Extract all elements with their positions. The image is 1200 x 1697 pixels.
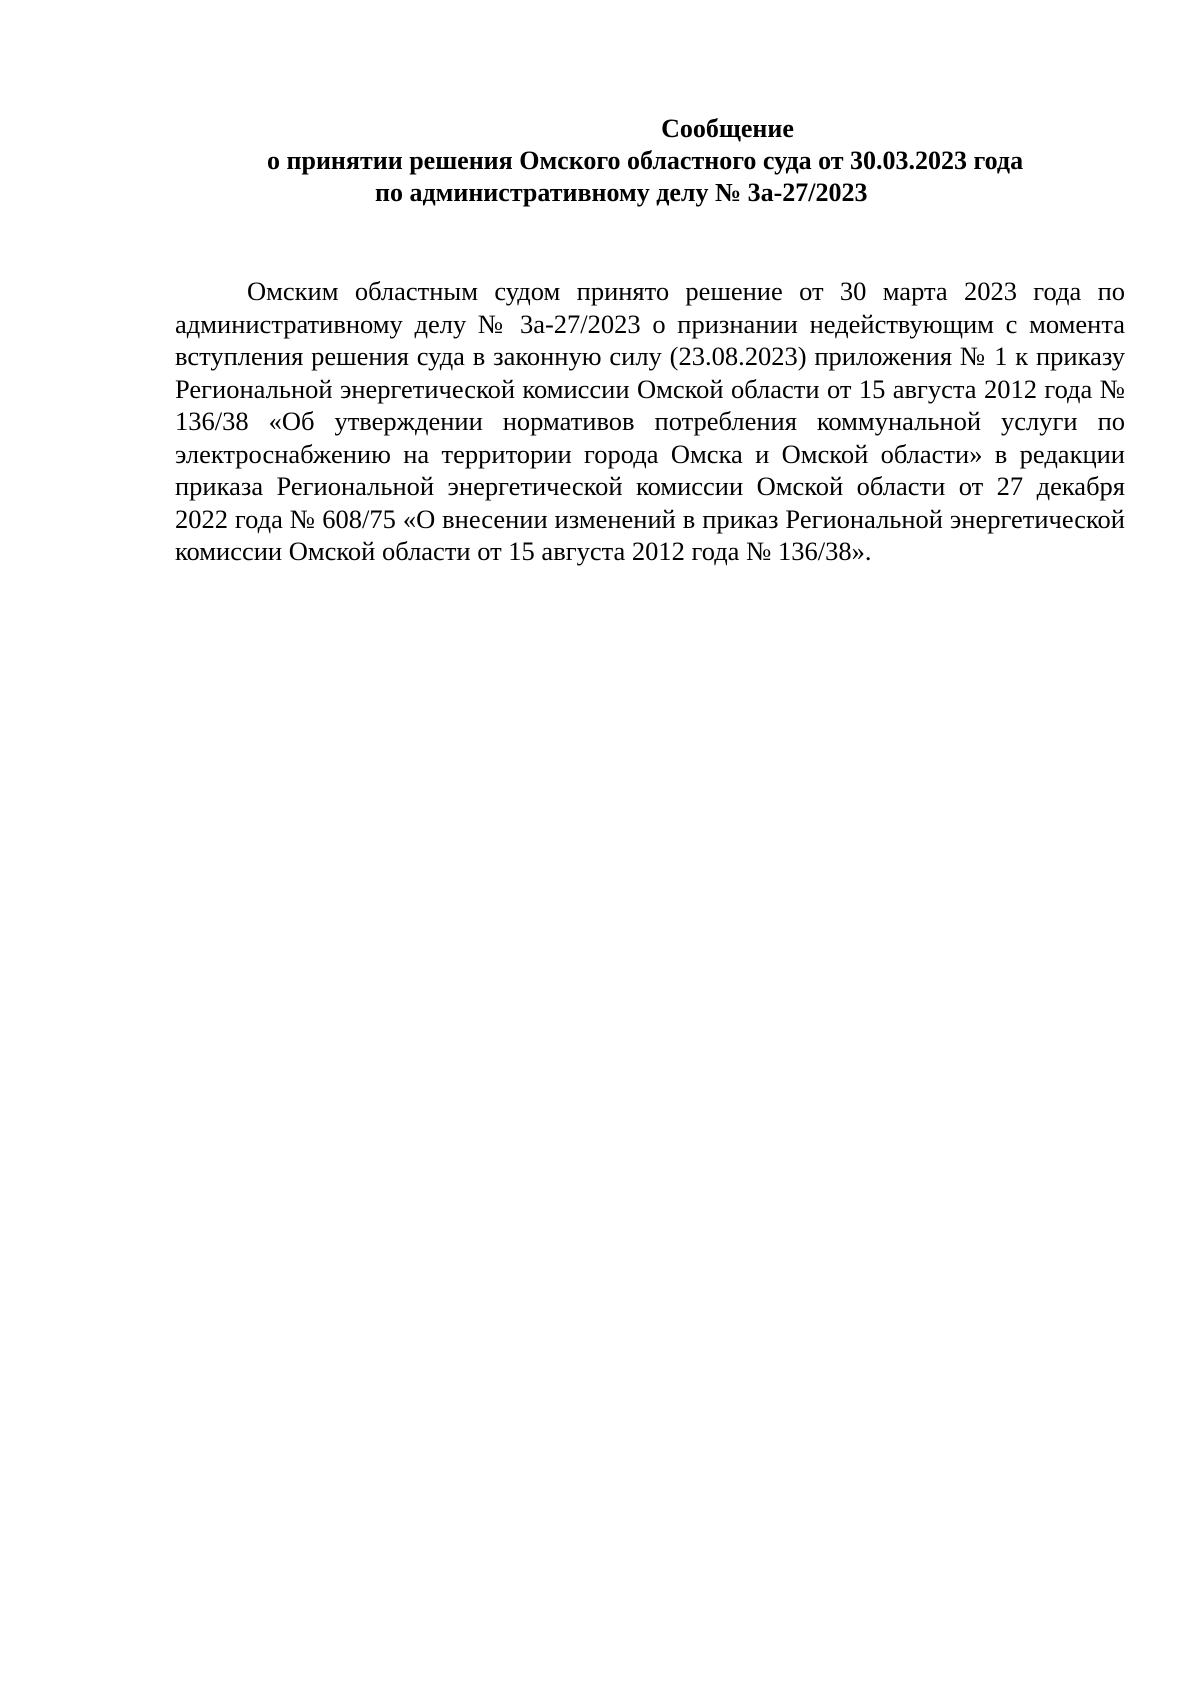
title-line-2: о принятии решения Омского областного суда от 30.03.2023 года [267,146,1024,175]
document-body-paragraph: Омским областным судом принято решение от 30 марта 2023 года по административному делу № 3а-27/2023 о признании недействующим с момента вступления решения суда в законную силу (23.08.2023) приложения № 1 к приказу Региональной энергетической комиссии Омской области от 15 августа 2012 года № 136/38 «Об утверждении нормативов потребления коммунальной услуги по электроснабжению на территории города Омска и Омской области» в редакции приказа Региональной энергетической комиссии Омской области от 27 декабря 2022 года № 608/75 «О внесении изменений в приказ Региональной энергетической комиссии Омской области от 15 августа 2012 года № 136/38». [175,276,1125,566]
document-title [175,113,1115,209]
title-line-1: Сообщение [661,114,794,143]
title-line-3: по административному делу № 3а-27/2023 [375,178,868,207]
